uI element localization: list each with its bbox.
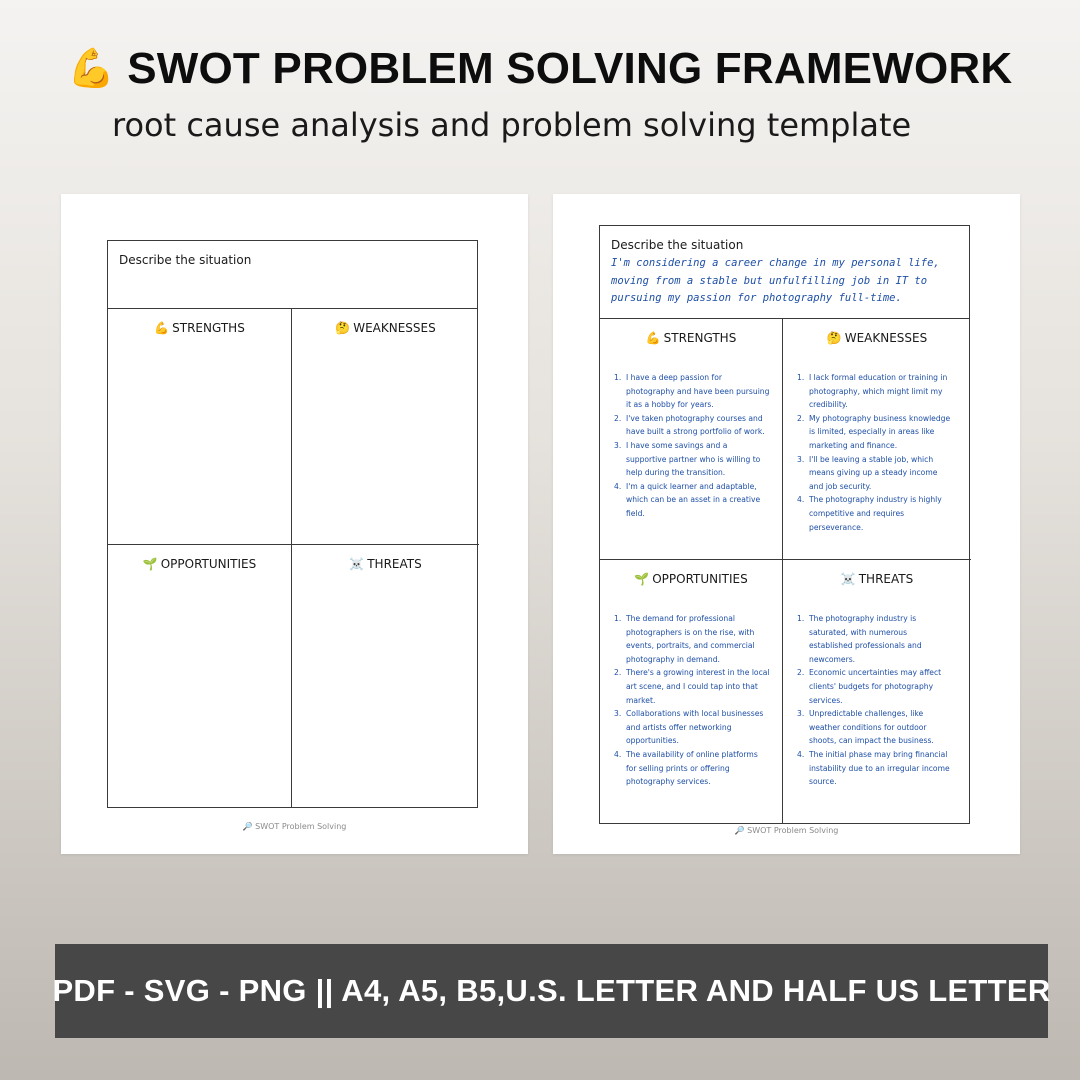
list-item: 1. The photography industry is saturated, with numerous established professionals and newcomers. [797,614,922,664]
swot-grid [599,225,970,824]
situation-text: I'm considering a career change in my personal life, moving from a stable but unfulfilling job in IT to pursuing my passion for photography full-time. [611,257,940,304]
threats-list [797,612,953,789]
thinking-face-icon: 🤔 [335,321,351,335]
weaknesses-label: WEAKNESSES [353,321,436,335]
list-item: 3. I have some savings and a supportive partner who is willing to help during the transition. [614,440,761,478]
weaknesses-heading [292,321,479,335]
strengths-label: STRENGTHS [172,321,245,335]
threats-cell [292,544,479,808]
opportunities-cell [600,559,783,824]
weaknesses-label: WEAKNESSES [844,331,928,345]
list-item: 2. I've taken photography courses and have built a strong portfolio of work. [614,413,765,437]
list-item: 1. The demand for professional photographers is on the rise, with events, portraits, and commercial photography in demand. [614,614,755,664]
threats-cell [783,559,971,824]
list-item: 2. My photography business knowledge is limited, especially in areas like marketing and finance. [797,413,951,450]
list-item: 4. The initial phase may bring financial instability due to an irregular income source. [797,749,950,787]
thinking-face-icon: 🤔 [826,331,842,345]
page-title [0,44,1080,94]
weaknesses-heading [783,331,971,345]
weaknesses-cell [783,319,971,559]
list-item: 3. Collaborations with local businesses and artists offer networking opportunities. [614,709,764,746]
list-item: 3. I'll be leaving a stable job, which means giving up a steady income and job security. [797,454,938,491]
strengths-cell [108,309,292,544]
opportunities-label: OPPORTUNITIES [160,557,257,571]
sheet-footer: 🔎 SWOT Problem Solving [242,822,347,831]
skull-crossbones-icon: ☠️ [349,557,365,571]
seedling-icon: 🌱 [142,557,158,571]
list-item: 4. I'm a quick learner and adaptable, which can be an asset in a creative field. [614,481,761,518]
situation-box [108,241,477,309]
blank-template-sheet [61,194,528,854]
swot-grid [107,240,478,808]
opportunities-cell [108,544,292,808]
threats-label: THREATS [858,572,914,586]
list-item: 1. I lack formal education or training in photography, which might limit my credibility. [797,373,948,410]
list-item: 3. Unpredictable challenges, like weather conditions for outdoor shoots, can impact the business. [797,709,934,746]
weaknesses-list [797,371,953,534]
situation-box [600,226,969,319]
threats-heading [292,557,479,571]
situation-label: Describe the situation [611,238,744,252]
list-item: 4. The photography industry is highly competitive and requires perseverance. [797,495,942,532]
page-subtitle: root cause analysis and problem solving template [112,106,912,144]
flexed-biceps-icon: 💪 [154,321,170,335]
list-item: 4. The availability of online platforms for selling prints or offering photography services. [614,749,758,787]
list-item: 2. Economic uncertainties may affect clients' budgets for photography services. [797,668,942,705]
weaknesses-cell [292,309,479,544]
filled-example-sheet [553,194,1020,854]
sheet-footer: 🔎 SWOT Problem Solving [734,826,839,835]
threats-label: THREATS [367,557,422,571]
strengths-cell [600,319,783,559]
flexed-biceps-icon: 💪 [645,331,661,345]
list-item: 2. There's a growing interest in the local art scene, and I could tap into that market. [614,668,770,705]
page-title-text: SWOT PROBLEM SOLVING FRAMEWORK [127,44,1013,93]
strengths-heading [600,331,782,345]
flexed-biceps-icon: 💪 [67,48,116,90]
skull-crossbones-icon: ☠️ [840,572,856,586]
threats-heading [783,572,971,586]
strengths-label: STRENGTHS [663,331,737,345]
opportunities-heading [108,557,291,571]
strengths-list [614,371,770,521]
situation-label: Describe the situation [119,253,252,267]
formats-banner: PDF - SVG - PNG || A4, A5, B5,U.S. LETTER AND HALF US LETTER [55,944,1048,1038]
opportunities-list [614,612,770,789]
strengths-heading [108,321,291,335]
opportunities-heading [600,572,782,586]
seedling-icon: 🌱 [634,572,650,586]
list-item: 1. I have a deep passion for photography and have been pursuing it as a hobby for years. [614,373,770,410]
opportunities-label: OPPORTUNITIES [652,572,748,586]
